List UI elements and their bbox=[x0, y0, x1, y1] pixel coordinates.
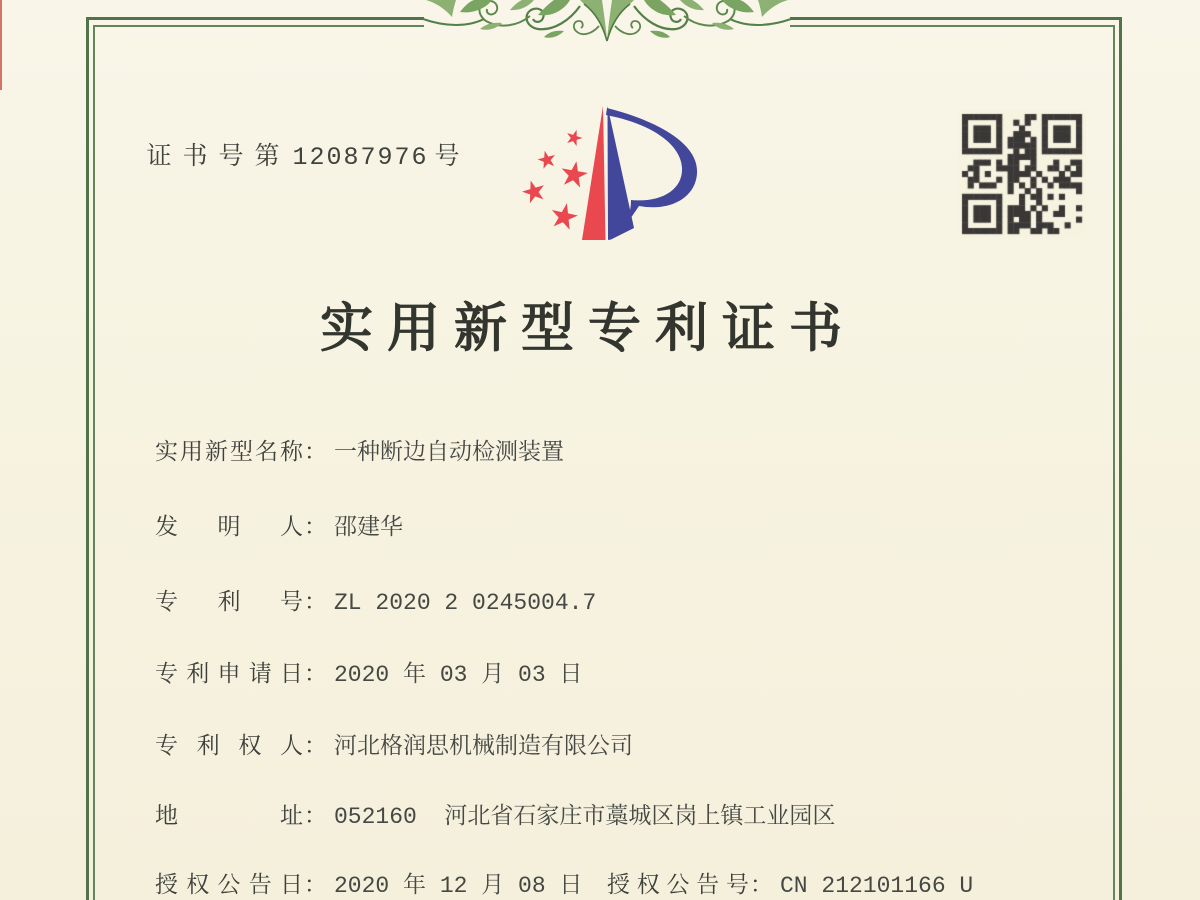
frame-top-left-inner bbox=[93, 25, 424, 27]
label-colon: ： bbox=[304, 872, 327, 897]
field-label: 地址 bbox=[155, 803, 303, 828]
certificate-title: 实用新型专利证书 bbox=[320, 300, 856, 358]
frame-left-inner bbox=[93, 25, 95, 900]
field-value: 邵建华 bbox=[334, 515, 403, 541]
field-label: 发明人 bbox=[155, 514, 303, 539]
field-value: 一种断边自动检测装置 bbox=[334, 440, 564, 466]
cert-no-digits: 12087976 bbox=[292, 143, 429, 172]
frame-right-outer bbox=[1119, 17, 1122, 900]
label-colon: ： bbox=[304, 803, 327, 828]
grant-number-label: 授权公告号 bbox=[607, 872, 749, 897]
frame-left-outer bbox=[86, 17, 89, 900]
field-value: ZL 2020 2 0245004.7 bbox=[334, 590, 597, 616]
field-row-filing-date bbox=[155, 655, 582, 688]
grant-date-value: 2020 年 12 月 08 日 bbox=[334, 873, 583, 899]
cnipa-patent-logo-icon bbox=[515, 94, 730, 246]
scan-edge-artifact bbox=[0, 0, 2, 90]
frame-top-left-outer bbox=[86, 17, 424, 20]
label-colon: ： bbox=[304, 514, 327, 539]
field-value: 河北格润思机械制造有限公司 bbox=[334, 734, 633, 760]
cert-no-suffix: 号 bbox=[434, 143, 471, 170]
field-row-inventor bbox=[155, 508, 403, 541]
field-value: 052160 河北省石家庄市藁城区岗上镇工业园区 bbox=[334, 804, 836, 830]
field-row-address bbox=[155, 797, 835, 830]
field-label: 实用新型名称 bbox=[155, 439, 303, 464]
field-value: 2020 年 03 月 03 日 bbox=[334, 662, 583, 688]
frame-top-right-outer bbox=[790, 17, 1122, 20]
field-label: 专利号 bbox=[155, 589, 303, 614]
field-row-grant bbox=[155, 866, 1155, 899]
frame-right-inner bbox=[1113, 25, 1115, 900]
field-label: 专利申请日 bbox=[155, 661, 303, 686]
certificate-number bbox=[134, 108, 471, 172]
label-colon: ： bbox=[304, 439, 327, 464]
label-colon: ： bbox=[304, 733, 327, 758]
grant-number-value: CN 212101166 U bbox=[780, 873, 974, 899]
field-row-patentee bbox=[155, 727, 633, 760]
label-colon: ： bbox=[750, 872, 773, 897]
cert-no-prefix: 证书号第 bbox=[146, 143, 291, 170]
field-row-patent-number bbox=[155, 583, 596, 616]
field-label: 专利权人 bbox=[155, 733, 303, 758]
floral-ornament-icon bbox=[421, 0, 793, 57]
grant-number-group bbox=[607, 866, 973, 899]
grant-date-label: 授权公告日 bbox=[155, 872, 303, 897]
frame-top-right-inner bbox=[790, 25, 1114, 27]
label-colon: ： bbox=[304, 589, 327, 614]
label-colon: ： bbox=[304, 661, 327, 686]
qr-code bbox=[958, 110, 1086, 238]
field-row-utility-model-name bbox=[155, 433, 564, 466]
